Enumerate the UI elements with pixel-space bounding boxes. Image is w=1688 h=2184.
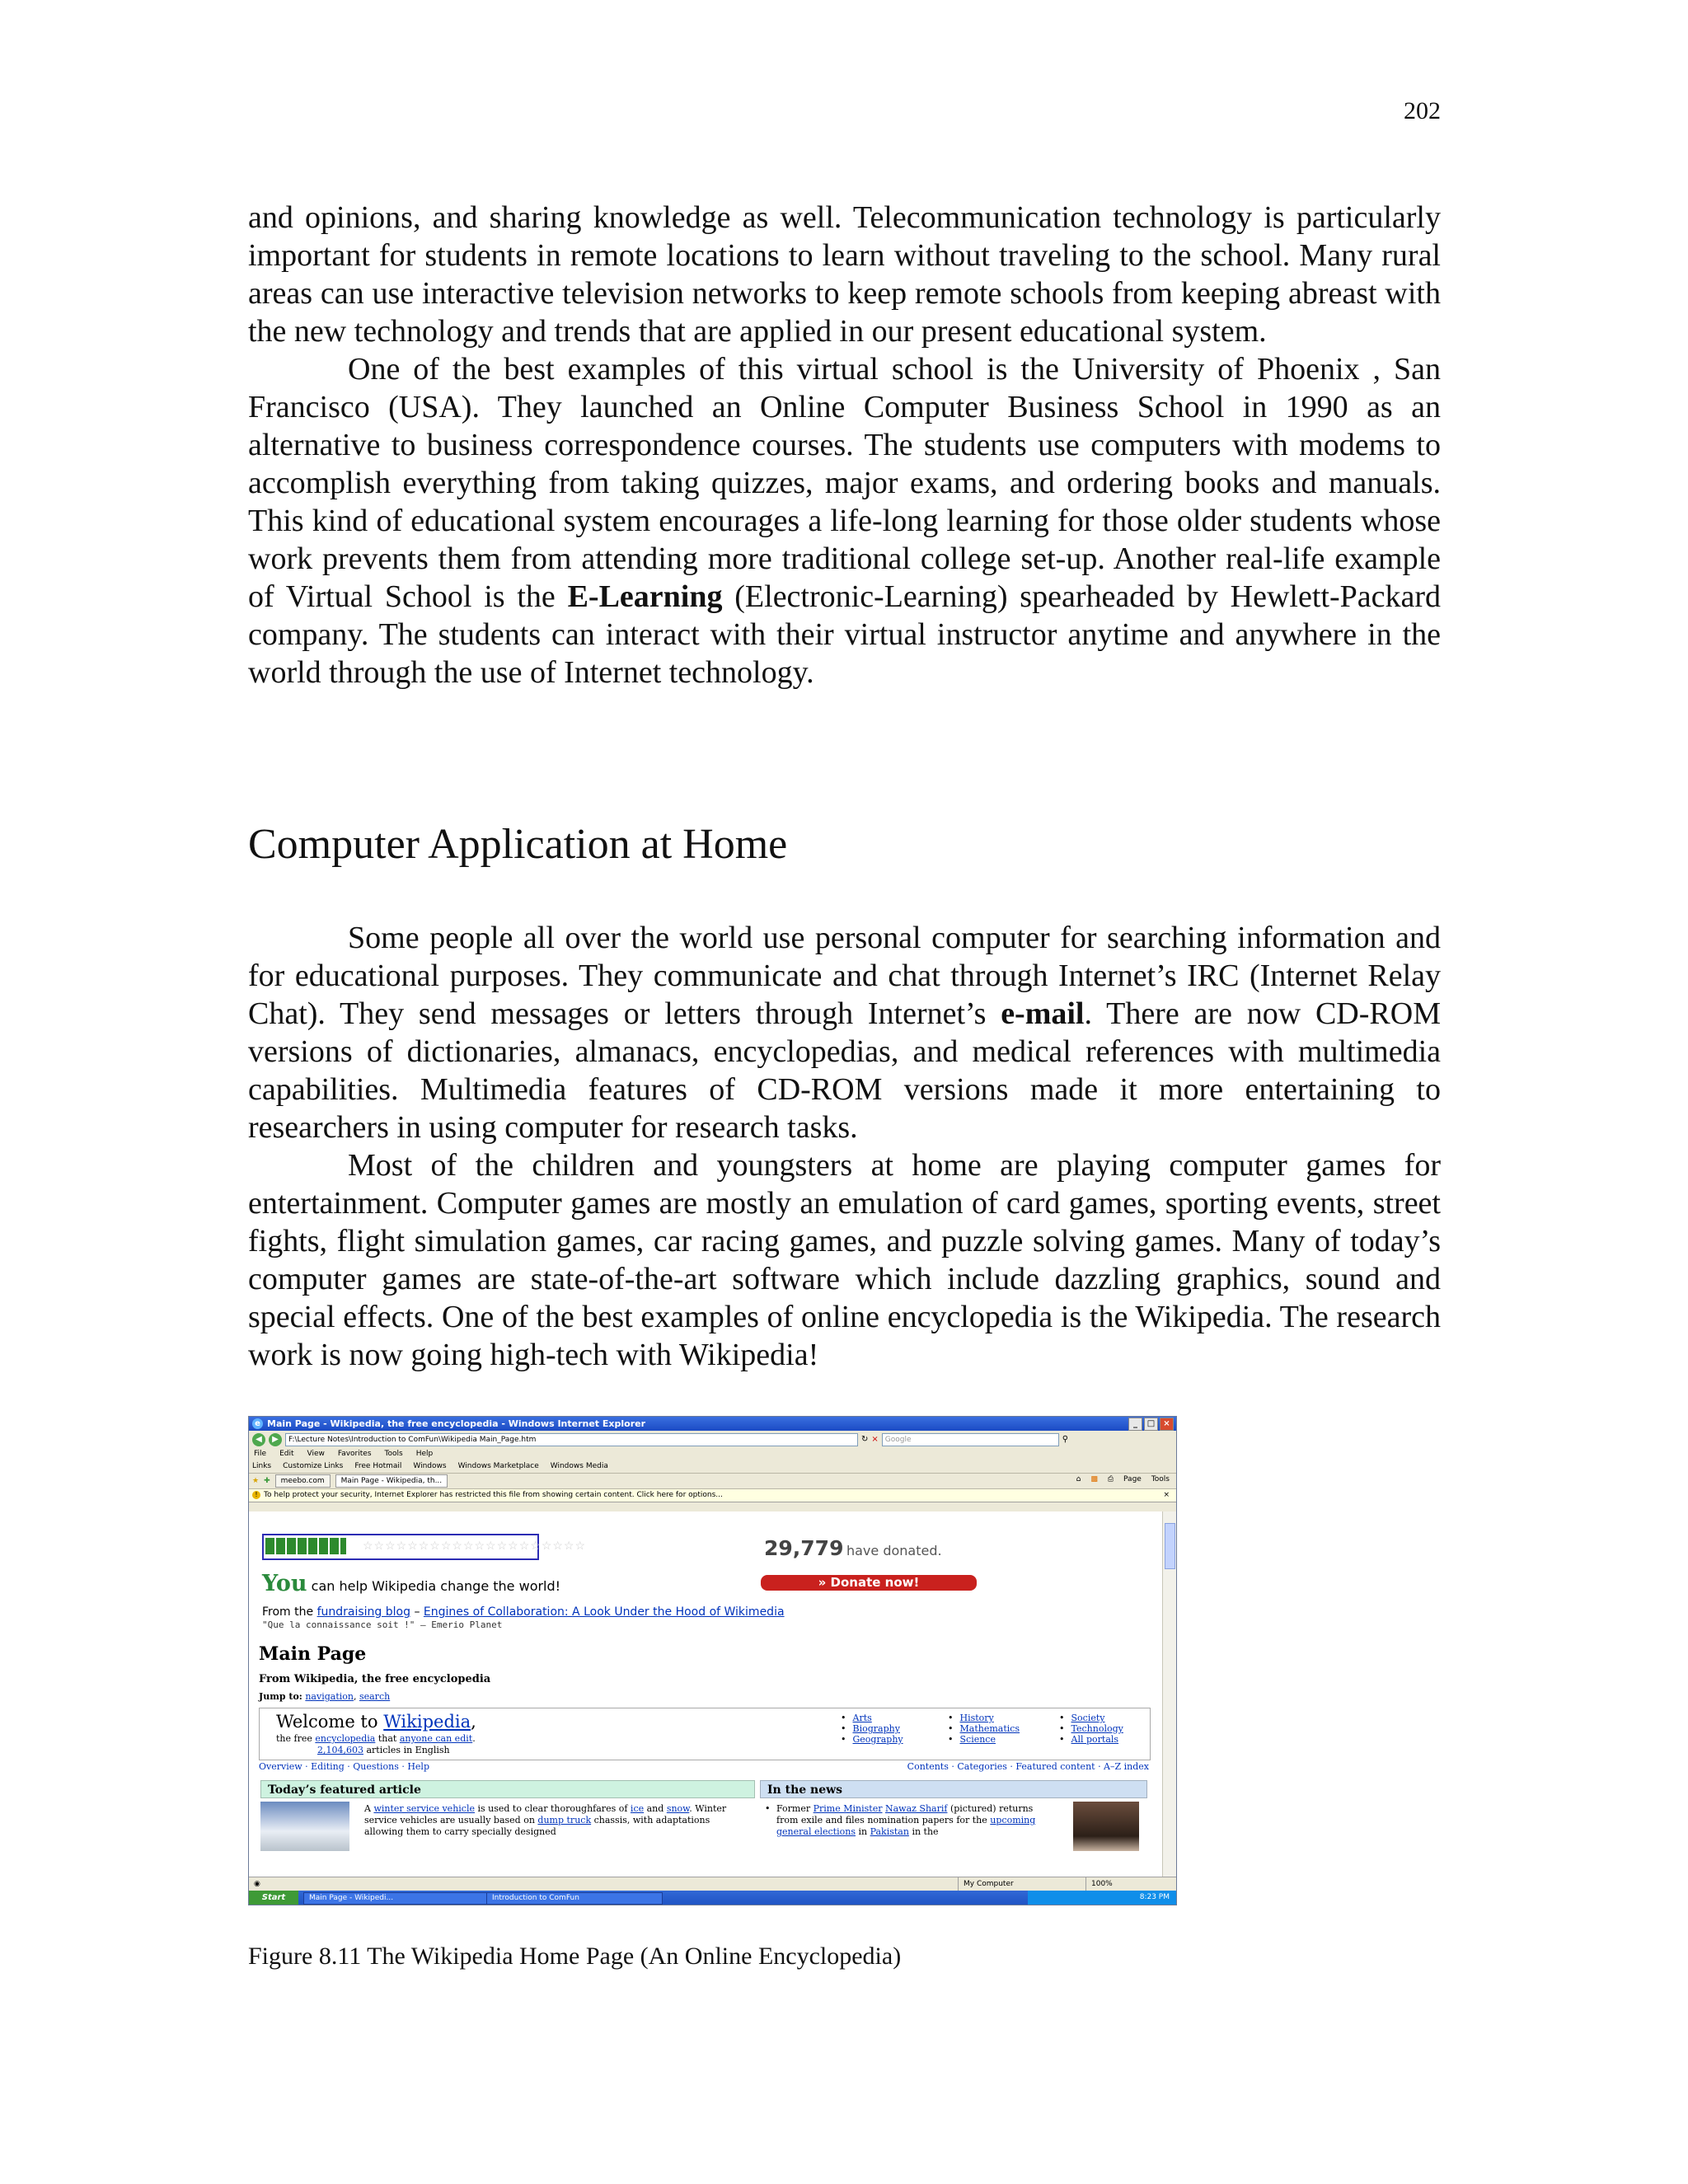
news-link-prime-minister[interactable]: Prime Minister (813, 1803, 883, 1814)
fa-text-b: is used to clear thoroughfares of (477, 1803, 628, 1814)
favorites-star-icon[interactable]: ★ (252, 1477, 260, 1485)
news-text-b: (pictured) returns from exile and files nomination papers for the (776, 1803, 1034, 1825)
links-label: Links (252, 1462, 272, 1470)
globe-icon: ◉ (254, 1880, 260, 1888)
top-paragraph (248, 199, 1441, 350)
page-viewport (249, 1511, 1162, 1877)
anyone-can-edit-link[interactable]: anyone can edit (399, 1733, 473, 1744)
back-arrow-icon[interactable]: ◀ (252, 1433, 265, 1446)
wikipedia-link[interactable]: Wikipedia (383, 1712, 471, 1732)
text-run: and opinions, and sharing knowledge as well. Telecommunication technology is particularly important for students in remote locations to learn without traveling to the school. Many rural areas can use interactive television networks to keep remote schools from keeping abreast with the new technology and trends that are applied in our present educational system. (248, 200, 1441, 349)
wikipedia-screenshot-figure (248, 1416, 1177, 1905)
body-text-top (248, 199, 1441, 691)
portal-link-history[interactable]: History (959, 1713, 994, 1723)
you-word: You (262, 1571, 307, 1596)
featured-article-image[interactable] (260, 1802, 349, 1851)
maximize-icon[interactable]: □ (1144, 1418, 1158, 1431)
fa-text-e: chassis, with adaptations allowing them to carry specially designed (364, 1815, 710, 1837)
menu-item-favorites[interactable]: Favorites (337, 1450, 372, 1458)
info-bar-text: To help protect your security, Internet Explorer has restricted this file from showing certain content. Click here for options... (264, 1491, 723, 1499)
news-text-c: in (858, 1826, 868, 1837)
donated-text: have donated. (846, 1543, 942, 1558)
portal-link-science[interactable]: Science (959, 1734, 996, 1745)
status-bar (249, 1877, 1176, 1891)
progress-fill (265, 1538, 346, 1554)
figure-caption: Figure 8.11 The Wikipedia Home Page (An Online Encyclopedia) (248, 1943, 902, 1970)
menu-item-file[interactable]: File (254, 1450, 267, 1458)
welcome-prefix: Welcome to (276, 1712, 378, 1732)
news-text-d: in the (912, 1826, 939, 1837)
welcome-sub-end: . (472, 1733, 476, 1744)
window-controls (1128, 1418, 1174, 1431)
in-the-news-heading: In the news (760, 1780, 1147, 1798)
welcome-suffix: , (471, 1712, 476, 1732)
close-icon[interactable]: × (1160, 1418, 1174, 1431)
text-run: Most of the children and youngsters at home are playing computer games for entertainment. Computer games are mostly an emulation of card games, sporting events, street fights, flight simulation games, car racing games, and puzzle solving games. Many of today’s computer games are state-of-the-art software which include dazzling graphics, sound and special effects. One of the best examples of online encyclopedia is the Wikipedia. The research work is now going high-tech with Wikipedia! (248, 1148, 1441, 1372)
portal-link-mathematics[interactable]: Mathematics (959, 1723, 1020, 1734)
menu-item-edit[interactable]: Edit (279, 1450, 294, 1458)
donated-count: 29,779 (764, 1536, 844, 1560)
close-infobar-icon[interactable]: × (1163, 1491, 1170, 1499)
fa-link-snow[interactable]: snow (666, 1803, 690, 1814)
menu-item-view[interactable]: View (307, 1450, 325, 1458)
scrollbar-thumb[interactable] (1165, 1523, 1175, 1569)
fa-text-c: and (646, 1803, 664, 1814)
fa-text-d: . Winter service vehicles are usually based on (364, 1803, 727, 1825)
tools-menu[interactable]: Tools (1151, 1475, 1170, 1483)
body-text-bottom (248, 919, 1441, 1374)
fa-text-a: A (364, 1803, 371, 1814)
tab-bar (249, 1474, 1176, 1489)
refresh-icon[interactable]: ↻ (861, 1435, 869, 1444)
address-bar[interactable]: F:\Lecture Notes\Introduction to ComFun\Wikipedia Main_Page.htm (285, 1433, 858, 1446)
jump-to-line: Jump to: navigation, search (259, 1691, 391, 1702)
fa-link-dump-truck[interactable]: dump truck (537, 1815, 592, 1825)
news-text-a: Former (776, 1803, 811, 1814)
menu-item-help[interactable]: Help (415, 1450, 434, 1458)
system-tray (1028, 1891, 1176, 1905)
donation-counter (764, 1536, 942, 1560)
quote-line: "Que la connaissance soit !" — Emerio Planet (262, 1619, 503, 1630)
jump-label: Jump to: (259, 1691, 302, 1702)
welcome-title (276, 1712, 476, 1732)
welcome-box (259, 1708, 1151, 1760)
article-count-link[interactable]: 2,104,603 (317, 1745, 363, 1755)
featured-article-text (364, 1803, 739, 1838)
progress-remaining: ☆☆☆☆☆☆☆☆☆☆☆☆☆☆☆☆☆☆☆☆ (363, 1540, 587, 1553)
portal-column-2 (948, 1713, 1020, 1745)
blog-post-link[interactable]: Engines of Collaboration: A Look Under the Hood of Wikimedia (423, 1605, 785, 1619)
page-subtitle: From Wikipedia, the free encyclopedia (259, 1673, 491, 1685)
bottom-paragraph (248, 1146, 1441, 1374)
article-count-suffix: articles in English (366, 1745, 450, 1755)
news-link-nawaz-sharif[interactable]: Nawaz Sharif (884, 1803, 948, 1814)
link-windows-marketplace[interactable]: Windows Marketplace (457, 1462, 539, 1470)
article-count-line (317, 1745, 450, 1755)
forward-arrow-icon[interactable]: ▶ (269, 1433, 282, 1446)
donate-now-button[interactable]: » Donate now! (761, 1575, 977, 1591)
bold-term: e-mail (1001, 996, 1085, 1031)
top-paragraph (248, 350, 1441, 691)
portal-link-biography[interactable]: Biography (852, 1723, 900, 1734)
page-menu[interactable]: Page (1123, 1475, 1142, 1483)
fundraiser-progress-bar (262, 1534, 587, 1560)
text-run: Some people all over the world use personal computer for searching information and for educational purposes. They communicate and chat through Internet’s IRC (Internet Relay Chat). They send messages or letters through Internet’s (248, 921, 1441, 1031)
stop-icon[interactable]: × (871, 1435, 879, 1444)
news-link-pakistan[interactable]: Pakistan (870, 1826, 909, 1837)
portal-link-society[interactable]: Society (1071, 1713, 1105, 1723)
taskbar-item-introduction[interactable]: Introduction to ComFun (486, 1892, 663, 1905)
address-row (249, 1431, 1176, 1448)
browser-titlebar (249, 1417, 1176, 1431)
text-run: . There are now CD-ROM versions of dictionaries, almanacs, encyclopedias, and medical references with multimedia capabilities. Multimedia features of CD-ROM versions made it more entertaining to researchers in using computer for research tasks. (248, 996, 1441, 1145)
news-link-elections[interactable]: upcoming general elections (776, 1815, 1036, 1837)
command-bar (1076, 1475, 1170, 1483)
print-icon[interactable]: ⎙ (1107, 1475, 1114, 1483)
welcome-subtitle (276, 1733, 476, 1744)
minimize-icon[interactable]: _ (1128, 1418, 1142, 1431)
help-nav-links[interactable]: Overview · Editing · Questions · Help (259, 1761, 429, 1772)
fa-link-winter-service-vehicle[interactable]: winter service vehicle (373, 1803, 475, 1814)
portal-column-3 (1059, 1713, 1123, 1745)
link-customize-links[interactable]: Customize Links (283, 1462, 344, 1470)
bold-term: E-Learning (567, 579, 723, 614)
menu-item-tools[interactable]: Tools (384, 1450, 403, 1458)
jump-search-link[interactable]: search (359, 1691, 391, 1702)
you-can-help-line (262, 1571, 560, 1596)
jump-navigation-link[interactable]: navigation (305, 1691, 354, 1702)
portal-link-geography[interactable]: Geography (852, 1734, 903, 1745)
news-photo[interactable] (1073, 1802, 1139, 1851)
tab-meebo[interactable]: meebo.com (275, 1474, 331, 1488)
link-free-hotmail[interactable]: Free Hotmail (354, 1462, 402, 1470)
vertical-scrollbar[interactable] (1162, 1511, 1176, 1877)
portal-link-all-portals[interactable]: All portals (1071, 1734, 1119, 1745)
windows-taskbar (249, 1891, 1176, 1905)
portal-link-arts[interactable]: Arts (852, 1713, 872, 1723)
welcome-sub-mid: that (377, 1733, 397, 1744)
text-run: (Electronic-Learning) spearheaded by Hewlett-Packard company. The students can interact with their virtual instructor anytime and anywhere in the world through the use of Internet technology. (248, 579, 1441, 690)
tab-wikipedia[interactable]: Main Page - Wikipedia, th... (335, 1474, 448, 1488)
start-button[interactable]: Start (249, 1891, 298, 1905)
clock: 8:23 PM (1139, 1893, 1170, 1901)
fa-link-ice[interactable]: ice (630, 1803, 645, 1814)
encyclopedia-link[interactable]: encyclopedia (315, 1733, 376, 1744)
home-icon[interactable]: ⌂ (1076, 1475, 1081, 1483)
search-input[interactable]: Google (882, 1433, 1059, 1446)
news-item (776, 1803, 1057, 1838)
link-windows[interactable]: Windows (413, 1462, 447, 1470)
page-title: Main Page (259, 1643, 367, 1665)
menu-bar (249, 1448, 1176, 1460)
contents-nav-links[interactable]: Contents · Categories · Featured content · A–Z index (907, 1761, 1149, 1772)
fundraising-blog-link[interactable]: fundraising blog (316, 1605, 410, 1619)
blog-separator: – (414, 1605, 420, 1619)
add-favorites-icon[interactable]: ✚ (264, 1477, 270, 1485)
blog-line (262, 1605, 785, 1619)
text-run: One of the best examples of this virtual school is the University of Phoenix , San Francisco (USA). They launched an Online Computer Business School in 1990 as an alternative to business correspondence courses. The students use computers with modems to accomplish everything from taking quizzes, major exams, and ordering books and manuals. This kind of educational system encourages a life-long learning for those older students whose work prevents them from attending more traditional college set-up. Another real-life example of Virtual School is the (248, 352, 1441, 614)
internet-explorer-icon: e (252, 1418, 263, 1429)
taskbar-item-wikipedia[interactable]: Main Page - Wikipedi... (303, 1892, 488, 1905)
search-icon[interactable]: ⚲ (1062, 1435, 1069, 1444)
window-title: Main Page - Wikipedia, the free encyclopedia - Windows Internet Explorer (267, 1418, 646, 1429)
link-windows-media[interactable]: Windows Media (550, 1462, 608, 1470)
zoom-level[interactable]: 100% (1085, 1877, 1113, 1891)
links-bar (249, 1460, 1176, 1474)
security-zone: My Computer (958, 1877, 1087, 1891)
security-info-bar[interactable] (249, 1489, 1176, 1502)
shield-warning-icon: ! (252, 1491, 260, 1499)
help-text: can help Wikipedia change the world! (311, 1578, 561, 1594)
section-heading: Computer Application at Home (248, 821, 788, 868)
feeds-icon[interactable]: ▩ (1090, 1475, 1098, 1483)
featured-article-heading: Today’s featured article (260, 1780, 755, 1798)
page-number: 202 (1404, 97, 1441, 124)
blog-prefix: From the (262, 1605, 314, 1619)
bottom-paragraph (248, 919, 1441, 1146)
welcome-sub-prefix: the free (276, 1733, 312, 1744)
portal-link-technology[interactable]: Technology (1071, 1723, 1123, 1734)
portal-column-1 (841, 1713, 903, 1745)
